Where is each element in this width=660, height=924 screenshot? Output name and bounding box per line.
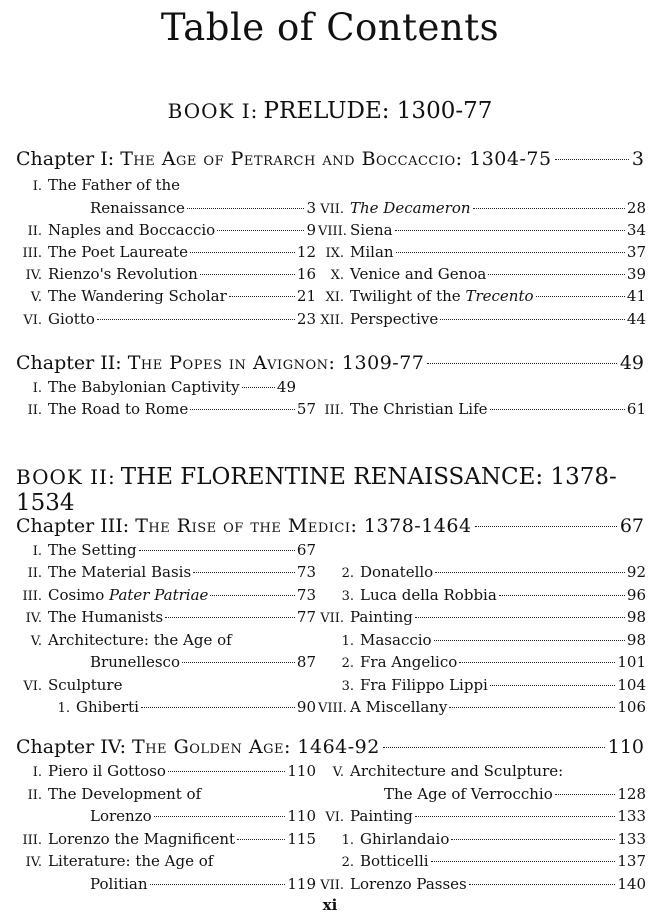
entry-number: IV. [25, 611, 42, 626]
entry-number: 1. [341, 833, 354, 848]
toc-entry [328, 630, 646, 652]
leader-dots [383, 747, 605, 748]
leader-dots [451, 839, 615, 840]
toc-entry [318, 220, 646, 242]
entry-number: 1. [57, 701, 70, 716]
page-number: xi [322, 896, 338, 914]
toc-entry [328, 851, 646, 873]
entry-number: IV. [25, 855, 42, 870]
entry-title: The Development of [48, 785, 202, 803]
toc-entry [318, 242, 646, 264]
chapter-title: The Rise of the Medici: 1378-1464 [135, 515, 472, 537]
leader-dots [434, 640, 625, 641]
entry-number: V. [30, 634, 42, 649]
leader-dots [193, 572, 295, 573]
entry-number: V. [30, 290, 42, 305]
book-title: PRELUDE: 1300-77 [263, 98, 493, 124]
entry-page: 34 [626, 221, 646, 239]
entry-title: Renaissance [90, 199, 185, 217]
leader-dots [395, 230, 625, 231]
entry-title: Donatello [360, 563, 434, 581]
leader-dots [415, 816, 615, 817]
toc-entry [16, 309, 316, 331]
entry-number: 3. [341, 589, 354, 604]
entry-number: I. [32, 381, 42, 396]
entry-number: VIII. [318, 701, 347, 716]
entry-number: I. [32, 765, 42, 780]
entry-page: 98 [626, 631, 646, 649]
toc-entry [16, 377, 296, 399]
entry-title: Architecture: the Age of [48, 631, 232, 649]
toc-entry [16, 562, 316, 584]
toc-entry [16, 630, 316, 652]
leader-dots [139, 550, 295, 551]
chapter-label: Chapter III: [16, 515, 130, 537]
entry-title: The Humanists [48, 608, 164, 626]
entry-page: 73 [296, 586, 316, 604]
entry-number: VI. [325, 810, 344, 825]
leader-dots [210, 595, 294, 596]
entry-title: The Road to Rome [48, 400, 189, 418]
leader-dots [165, 617, 295, 618]
entry-number: 3. [341, 679, 354, 694]
entry-page: 110 [287, 762, 316, 780]
leader-dots [229, 296, 295, 297]
entry-page: 39 [626, 265, 646, 283]
entry-title: The Poet Laureate [48, 243, 188, 261]
toc-entry [318, 607, 646, 629]
entry-title: Perspective [350, 310, 439, 328]
entry-title: The Decameron [350, 199, 471, 217]
toc-entry [16, 540, 316, 562]
entry-page: 87 [296, 653, 316, 671]
entry-page: 73 [296, 563, 316, 581]
book-label: BOOK I: [167, 99, 259, 123]
entry-page: 140 [617, 875, 646, 893]
book-title: THE FLORENTINE RENAISSANCE: 1378-1534 [16, 464, 617, 516]
entry-page: 106 [617, 698, 646, 716]
book-heading-2 [16, 464, 660, 516]
leader-dots [488, 274, 625, 275]
entry-number: I. [32, 544, 42, 559]
toc-entry [16, 585, 316, 607]
leader-dots [490, 409, 625, 410]
entry-title: The Material Basis [48, 563, 192, 581]
entry-page: 115 [287, 830, 316, 848]
entry-number: VI. [23, 313, 42, 328]
toc-entry [328, 585, 646, 607]
entry-title: A Miscellany [350, 698, 448, 716]
chapter-label: Chapter IV: [16, 736, 126, 758]
toc-entry [90, 806, 316, 826]
entry-title: Venice and Genoa [350, 265, 487, 283]
leader-dots [435, 572, 625, 573]
entry-title: Painting [350, 608, 413, 626]
entry-number: VII. [320, 878, 344, 893]
entry-title: The Father of the [48, 176, 181, 194]
entry-number: VII. [320, 611, 344, 626]
entry-number: III. [324, 403, 344, 418]
leader-dots [469, 884, 616, 885]
entry-title: Masaccio [360, 631, 432, 649]
chapter-title: The Popes in Avignon: 1309-77 [127, 352, 425, 374]
entry-page: 12 [296, 243, 316, 261]
leader-dots [427, 363, 616, 364]
entry-title-roman: Twilight of the [350, 287, 466, 305]
toc-entry [328, 829, 646, 851]
chapter-heading-4 [16, 736, 644, 758]
entry-title [48, 585, 208, 605]
chapter-page: 3 [631, 148, 644, 170]
book-label: BOOK II: [16, 465, 116, 489]
entry-title: Fra Filippo Lippi [360, 676, 488, 694]
entry-number: 2. [341, 656, 354, 671]
entry-title: Brunellesco [90, 653, 180, 671]
entry-page: 44 [626, 310, 646, 328]
entry-number: IV. [25, 268, 42, 283]
leader-dots [182, 662, 295, 663]
entry-number: VI. [23, 679, 42, 694]
leader-dots [431, 861, 616, 862]
entry-page: 49 [276, 378, 296, 396]
toc-entry [328, 562, 646, 584]
entry-page: 23 [296, 310, 316, 328]
entry-title: Giotto [48, 310, 95, 328]
chapter-page: 110 [607, 736, 644, 758]
entry-page: 9 [306, 221, 316, 239]
entry-page: 119 [287, 875, 316, 893]
leader-dots [536, 296, 625, 297]
toc-entry [90, 652, 316, 672]
chapter-title: The Age of Petrarch and Boccaccio: 1304-75 [120, 148, 552, 170]
entry-title: Lorenzo the Magnificent [48, 830, 236, 848]
entry-page: 28 [626, 199, 646, 217]
entry-title: Literature: the Age of [48, 852, 214, 870]
entry-title: Sculpture [48, 676, 123, 694]
toc-entry [16, 399, 316, 421]
entry-title [350, 286, 534, 306]
entry-title: Luca della Robbia [360, 586, 497, 604]
page-title: Table of Contents [160, 6, 500, 49]
entry-number: IX. [325, 246, 344, 261]
entry-number: I. [32, 179, 42, 194]
entry-page: 21 [296, 287, 316, 305]
entry-page: 101 [617, 653, 646, 671]
toc-entry [16, 784, 316, 806]
chapter-page: 49 [619, 352, 644, 374]
entry-number: III. [22, 833, 42, 848]
entry-number: 1. [341, 634, 354, 649]
entry-page: 104 [617, 676, 646, 694]
leader-dots [200, 274, 295, 275]
leader-dots [190, 252, 295, 253]
entry-title-roman: Cosimo [48, 586, 110, 604]
leader-dots [141, 707, 295, 708]
entry-page: 67 [296, 541, 316, 559]
entry-page: 90 [296, 698, 316, 716]
entry-title: Milan [350, 243, 394, 261]
entry-number: II. [27, 224, 42, 239]
entry-page: 3 [306, 199, 316, 217]
entry-title: The Wandering Scholar [48, 287, 227, 305]
leader-dots [475, 526, 617, 527]
entry-page: 37 [626, 243, 646, 261]
entry-page: 96 [626, 586, 646, 604]
chapter-label: Chapter I: [16, 148, 115, 170]
entry-page: 92 [626, 563, 646, 581]
leader-dots [168, 771, 285, 772]
chapter-page: 67 [619, 515, 644, 537]
entry-title: The Age of Verrocchio [384, 785, 553, 803]
toc-entry [328, 652, 646, 674]
entry-page: 61 [626, 400, 646, 418]
entry-number: VIII. [318, 224, 347, 239]
entry-page: 137 [617, 852, 646, 870]
chapter-title: The Golden Age: 1464-92 [132, 736, 380, 758]
entry-number: 2. [341, 566, 354, 581]
toc-entry [318, 286, 646, 308]
entry-title: Siena [350, 221, 393, 239]
toc-entry [318, 761, 646, 783]
leader-dots [396, 252, 625, 253]
toc-entry [90, 874, 316, 894]
entry-number: V. [332, 765, 344, 780]
entry-title: The Christian Life [350, 400, 488, 418]
toc-entry [16, 851, 316, 873]
toc-entry [318, 264, 646, 286]
leader-dots [440, 319, 625, 320]
entry-page: 77 [296, 608, 316, 626]
entry-number: II. [27, 403, 42, 418]
toc-entry [16, 264, 316, 286]
toc-entry [318, 697, 646, 719]
leader-dots [415, 617, 625, 618]
entry-page: 110 [287, 807, 316, 825]
toc-entry [16, 761, 316, 783]
toc-entry [16, 220, 316, 242]
entry-title: Lorenzo [90, 807, 152, 825]
toc-entry [16, 607, 316, 629]
entry-title: Ghiberti [76, 698, 139, 716]
toc-entry [318, 198, 646, 220]
leader-dots [237, 839, 285, 840]
entry-title: Politian [90, 875, 148, 893]
entry-number: VII. [320, 202, 344, 217]
entry-title: Painting [350, 807, 413, 825]
leader-dots [242, 387, 275, 388]
leader-dots [97, 319, 295, 320]
toc-entry [318, 874, 646, 896]
entry-page: 41 [626, 287, 646, 305]
leader-dots [449, 707, 615, 708]
entry-title: Botticelli [360, 852, 429, 870]
entry-number: 2. [341, 855, 354, 870]
chapter-heading-3 [16, 515, 644, 537]
entry-number: XI. [325, 290, 344, 305]
entry-title: The Setting [48, 541, 137, 559]
entry-page: 133 [617, 830, 646, 848]
toc-entry [16, 829, 316, 851]
entry-number: III. [22, 589, 42, 604]
toc-entry [318, 806, 646, 828]
chapter-heading-1 [16, 148, 644, 170]
leader-dots [154, 816, 286, 817]
leader-dots [555, 794, 616, 795]
book-heading-1 [0, 98, 660, 124]
entry-page: 57 [296, 400, 316, 418]
leader-dots [459, 662, 615, 663]
entry-title: Piero il Gottoso [48, 762, 166, 780]
leader-dots [473, 208, 625, 209]
leader-dots [555, 159, 629, 160]
entry-title: Lorenzo Passes [350, 875, 467, 893]
leader-dots [217, 230, 304, 231]
entry-title: Naples and Boccaccio [48, 221, 216, 239]
toc-entry [318, 309, 646, 331]
entry-title: Rienzo's Revolution [48, 265, 198, 283]
leader-dots [490, 685, 616, 686]
chapter-label: Chapter II: [16, 352, 122, 374]
entry-page: 16 [296, 265, 316, 283]
leader-dots [187, 208, 305, 209]
toc-entry [384, 784, 646, 804]
toc-entry [90, 198, 316, 218]
toc-entry [318, 399, 646, 421]
entry-number: II. [27, 788, 42, 803]
entry-title: Fra Angelico [360, 653, 458, 671]
leader-dots [499, 595, 625, 596]
entry-page: 98 [626, 608, 646, 626]
entry-title: The Babylonian Captivity [48, 378, 240, 396]
entry-page: 133 [617, 807, 646, 825]
entry-number: III. [22, 246, 42, 261]
entry-number: X. [330, 268, 344, 283]
toc-entry [16, 675, 316, 697]
entry-number: XII. [320, 313, 344, 328]
toc-entry [16, 286, 316, 308]
leader-dots [190, 409, 295, 410]
chapter-heading-2 [16, 352, 644, 374]
entry-title: Ghirlandaio [360, 830, 450, 848]
toc-entry [16, 242, 316, 264]
toc-entry [16, 175, 316, 197]
entry-title-italic: Pater Patriae [109, 586, 209, 604]
toc-entry [44, 697, 316, 719]
entry-title: Architecture and Sculpture: [350, 762, 564, 780]
leader-dots [150, 884, 286, 885]
toc-entry [328, 675, 646, 697]
entry-number: II. [27, 566, 42, 581]
entry-page: 128 [617, 785, 646, 803]
entry-title-italic: Trecento [465, 287, 534, 305]
